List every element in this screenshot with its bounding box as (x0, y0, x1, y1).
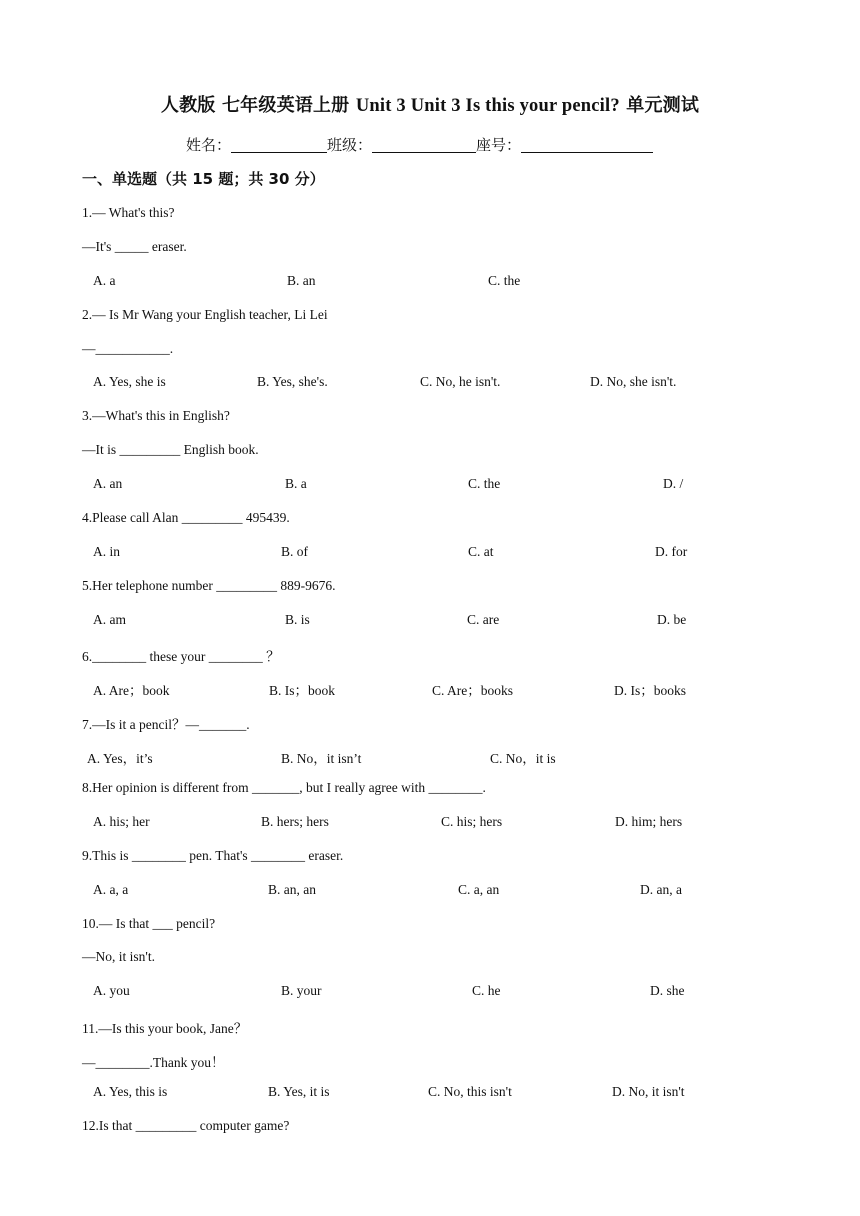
question-2-stem: 2.— Is Mr Wang your English teacher, Li Lei (82, 307, 328, 322)
q11-option-d[interactable]: D. No, it isn't (612, 1084, 685, 1099)
name-blank[interactable] (231, 136, 327, 153)
q2-option-a[interactable]: A. Yes, she is (93, 374, 166, 389)
question-6-stem: 6.________ these your ________ ？ (82, 649, 280, 664)
q1-option-b[interactable]: B. an (287, 273, 316, 288)
q2-option-c[interactable]: C. No, he isn't. (420, 374, 501, 389)
question-9-stem: 9.This is ________ pen. That's ________ eraser. (82, 848, 344, 863)
q9-option-a[interactable]: A. a, a (93, 882, 129, 897)
seat-blank[interactable] (521, 136, 653, 153)
q3-option-d[interactable]: D. / (663, 476, 684, 491)
q7-option-a[interactable]: A. Yes，it’s (87, 751, 153, 766)
question-7-stem: 7.—Is it a pencil？—_______. (82, 717, 250, 732)
section-title: 一、单选题（共 15 题；共 30 分） (82, 170, 325, 188)
q10-option-c[interactable]: C. he (472, 983, 501, 998)
q5-option-a[interactable]: A. am (93, 612, 126, 627)
q8-option-a[interactable]: A. his; her (93, 814, 150, 829)
title-cn: 人教版 七年级英语上册 (160, 95, 356, 116)
q9-option-b[interactable]: B. an, an (268, 882, 316, 897)
question-1-stem: 1.— What's this? (82, 205, 175, 220)
q6-option-a[interactable]: A. Are；book (93, 683, 170, 698)
class-label: 班级： (327, 136, 373, 154)
q6-option-c[interactable]: C. Are；books (432, 683, 513, 698)
q2-option-d[interactable]: D. No, she isn't. (590, 374, 677, 389)
q8-option-d[interactable]: D. him; hers (615, 814, 683, 829)
question-3-line2: —It is _________ English book. (82, 442, 259, 457)
title-suffix: 单元测试 (619, 95, 700, 116)
q3-option-a[interactable]: A. an (93, 476, 123, 491)
q9-option-c[interactable]: C. a, an (458, 882, 500, 897)
q8-option-c[interactable]: C. his; hers (441, 814, 503, 829)
q4-option-c[interactable]: C. at (468, 544, 494, 559)
name-label: 姓名： (186, 136, 232, 154)
q2-option-b[interactable]: B. Yes, she's. (257, 374, 328, 389)
question-10-stem: 10.— Is that ___ pencil? (82, 916, 216, 931)
q10-option-b[interactable]: B. your (281, 983, 322, 998)
q11-option-c[interactable]: C. No, this isn't (428, 1084, 512, 1099)
question-11-line2: —________.Thank you！ (82, 1055, 225, 1070)
q4-option-b[interactable]: B. of (281, 544, 308, 559)
q11-option-a[interactable]: A. Yes, this is (93, 1084, 168, 1099)
q7-option-b[interactable]: B. No，it isn’t (281, 751, 362, 766)
q9-option-d[interactable]: D. an, a (640, 882, 682, 897)
question-10-line2: —No, it isn't. (82, 949, 155, 964)
question-4-stem: 4.Please call Alan _________ 495439. (82, 510, 290, 525)
q5-option-c[interactable]: C. are (467, 612, 500, 627)
q10-option-d[interactable]: D. she (650, 983, 685, 998)
student-info-row (186, 134, 653, 155)
q1-option-c[interactable]: C. the (488, 273, 521, 288)
question-12-stem: 12.Is that _________ computer game? (82, 1118, 290, 1133)
q8-option-b[interactable]: B. hers; hers (261, 814, 329, 829)
question-11-stem: 11.—Is this your book, Jane？ (82, 1021, 248, 1036)
q6-option-b[interactable]: B. Is；book (269, 683, 336, 698)
question-2-line2: —___________. (82, 341, 174, 356)
q5-option-b[interactable]: B. is (285, 612, 310, 627)
question-8-stem: 8.Her opinion is different from _______, but I really agree with ________. (82, 780, 486, 795)
question-3-stem: 3.—What's this in English? (82, 408, 230, 423)
q7-option-c[interactable]: C. No，it is (490, 751, 556, 766)
page-title (0, 91, 860, 117)
question-5-stem: 5.Her telephone number _________ 889-9676. (82, 578, 336, 593)
class-blank[interactable] (372, 136, 476, 153)
q4-option-a[interactable]: A. in (93, 544, 120, 559)
q5-option-d[interactable]: D. be (657, 612, 687, 627)
q10-option-a[interactable]: A. you (93, 983, 130, 998)
seat-label: 座号： (476, 136, 522, 154)
q6-option-d[interactable]: D. Is；books (614, 683, 687, 698)
question-1-line2: —It's _____ eraser. (82, 239, 187, 254)
q1-option-a[interactable]: A. a (93, 273, 116, 288)
q4-option-d[interactable]: D. for (655, 544, 688, 559)
q3-option-b[interactable]: B. a (285, 476, 307, 491)
q3-option-c[interactable]: C. the (468, 476, 501, 491)
q11-option-b[interactable]: B. Yes, it is (268, 1084, 330, 1099)
title-en: Unit 3 Unit 3 Is this your pencil? (355, 96, 620, 116)
